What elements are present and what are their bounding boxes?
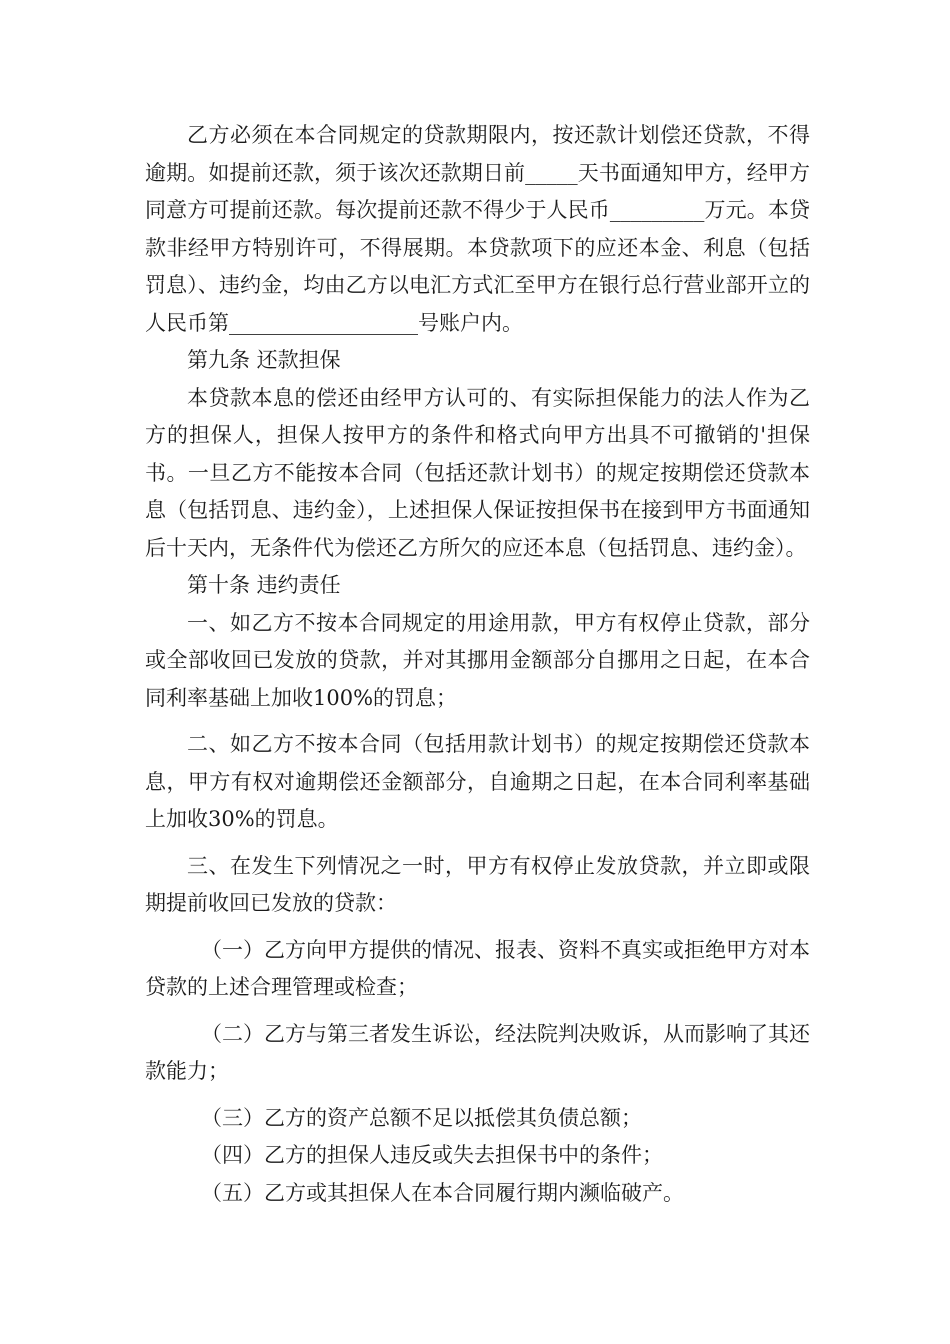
article-10-heading: 第十条 违约责任 bbox=[187, 573, 341, 597]
paragraph-breach-2: 二、如乙方不按本合同（包括用款计划书）的规定按期偿还贷款本息，甲方有权对逾期偿还金额部分，自逾期之日起，在本合同利率基础上加收30%的罚息。 bbox=[145, 732, 810, 831]
paragraph-breach-3: 三、在发生下列情况之一时，甲方有权停止发放贷款，并立即或限期提前收回已发放的贷款： bbox=[145, 853, 810, 915]
list-item-4: （四）乙方的担保人违反或失去担保书中的条件； bbox=[201, 1143, 663, 1167]
paragraph-repayment-terms: 乙方必须在本合同规定的贷款期限内，按还款计划偿还贷款，不得逾期。如提前还款，须于该次还款期日前_____天书面通知甲方，经甲方同意方可提前还款。每次提前还款不得少于人民币_________万元。本贷款非经甲方特别许可，不得展期。本贷款项下的应还本金、利息（包括罚息）、违约金，均由乙方以电汇方式汇至甲方在银行总行营业部开立的人民币第__________________号账户内。 bbox=[145, 123, 810, 335]
paragraph-guarantee: 本贷款本息的偿还由经甲方认可的、有实际担保能力的法人作为乙方的担保人，担保人按甲方的条件和格式向甲方出具不可撤销的'担保书。一旦乙方不能按本合同（包括还款计划书）的规定按期偿还贷款本息（包括罚息、违约金），上述担保人保证按担保书在接到甲方书面通知后十天内，无条件代为偿还乙方所欠的应还本息（包括罚息、违约金）。 bbox=[145, 385, 810, 560]
list-item-3: （三）乙方的资产总额不足以抵偿其负债总额； bbox=[201, 1105, 642, 1130]
list-item-5: （五）乙方或其担保人在本合同履行期内濒临破产。 bbox=[201, 1180, 684, 1205]
paragraph-breach-1: 一、如乙方不按本合同规定的用途用款，甲方有权停止贷款，部分或全部收回已发放的贷款，并对其挪用金额部分自挪用之日起，在本合同利率基础上加收100%的罚息； bbox=[145, 610, 810, 710]
contract-text-body bbox=[145, 117, 810, 1212]
list-item-2: （二）乙方与第三者发生诉讼，经法院判决败诉，从而影响了其还款能力； bbox=[145, 1021, 810, 1083]
article-9-heading: 第九条 还款担保 bbox=[187, 348, 341, 372]
list-item-1: （一）乙方向甲方提供的情况、报表、资料不真实或拒绝甲方对本贷款的上述合理管理或检查； bbox=[145, 937, 810, 999]
